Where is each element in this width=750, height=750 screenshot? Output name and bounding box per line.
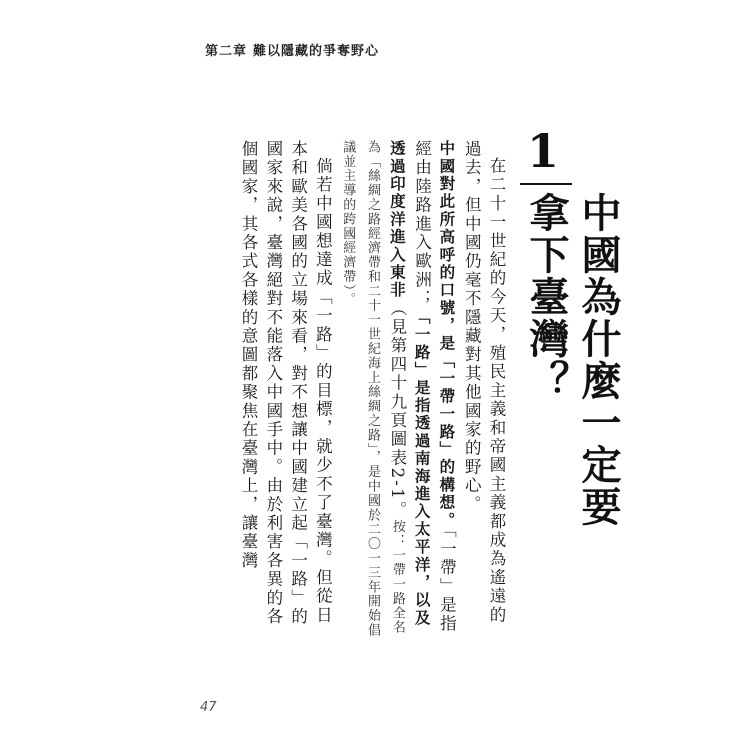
section-rule bbox=[520, 183, 572, 185]
bold-phrase-2: 「一路」是指透過南海進入太平洋，以及透過印度洋進入東非 bbox=[387, 140, 431, 627]
page-number: 47 bbox=[200, 700, 217, 715]
section-title: 中國為什麼一定要拿下臺灣？ bbox=[523, 192, 621, 528]
bold-phrase-1: 中國對此所高呼的口號，是「一帶一路」的構想。 bbox=[437, 140, 456, 530]
running-head bbox=[205, 40, 379, 59]
chapter-label: 第二章 bbox=[205, 44, 248, 59]
body-text bbox=[198, 140, 508, 640]
figure-reference: （見第四十九頁圖表2-1。 bbox=[387, 299, 407, 520]
paragraph-1: 在二十一世紀的今天，殖民主義和帝國主義都成為遙遠的過去，但中國仍毫不隱藏對其他國家的野心。 bbox=[462, 140, 506, 624]
section-number: 1 bbox=[527, 124, 560, 178]
chapter-title-small: 難以隱藏的爭奪野心 bbox=[253, 44, 380, 59]
paragraph-2-text: 「一帶」是指經由陸路進入歐洲； bbox=[412, 140, 457, 634]
paragraph-3: 倘若中國想達成「一路」的目標，就少不了臺灣。但從日本和歐美各國的立場來看，對不想讓中國建立起「一路」的國家來說，臺灣絕對不能落入中國手中。由於利害各異的各個國家，其各式各樣的意圖都聚焦在臺灣上，讓臺灣 bbox=[239, 140, 333, 627]
paragraph-2 bbox=[334, 140, 458, 640]
editor-note: 按：一帶一路全名為「絲綢之路經濟帶和二十一世紀海上絲綢之路」，是中國於二〇一三年開始倡議並主導的跨國經濟帶）。 bbox=[340, 140, 405, 638]
